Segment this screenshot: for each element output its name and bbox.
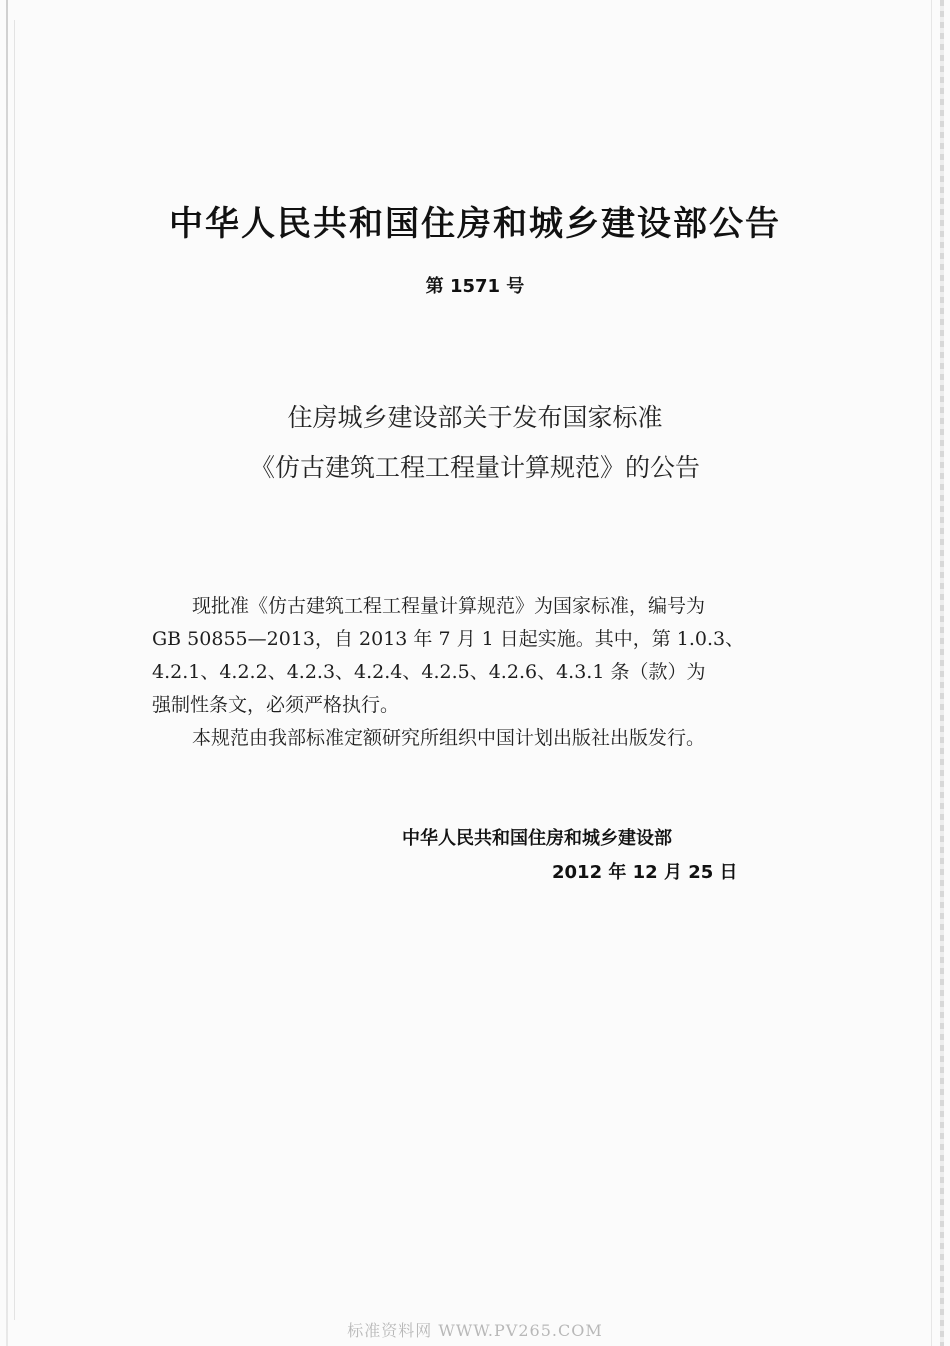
notice-number: 第 1571 号 xyxy=(425,276,525,297)
page-title: 中华人民共和国住房和城乡建设部公告 xyxy=(169,204,781,244)
issue-date: 2012 年 12 月 25 日 xyxy=(552,862,738,883)
issuer-signature: 中华人民共和国住房和城乡建设部 xyxy=(402,828,672,849)
watermark: 标准资料网 WWW.PV265.COM xyxy=(347,1321,603,1340)
subtitle-line-2: 《仿古建筑工程工程量计算规范》的公告 xyxy=(249,453,700,482)
subtitle-line-1: 住房城乡建设部关于发布国家标准 xyxy=(287,403,663,432)
body-line: 本规范由我部标准定额研究所组织中国计划出版社出版发行。 xyxy=(192,727,706,749)
body-paragraph-1 xyxy=(152,590,792,722)
body-line: GB 50855—2013，自 2013 年 7 月 1 日起实施。其中，第 1.0.3、 xyxy=(152,628,745,650)
body-line: 4.2.1、4.2.2、4.2.3、4.2.4、4.2.5、4.2.6、4.3.1 条（款）为 xyxy=(152,661,706,683)
body-line: 强制性条文，必须严格执行。 xyxy=(152,694,400,716)
body-paragraph-2 xyxy=(152,722,792,755)
body-line: 现批准《仿古建筑工程工程量计算规范》为国家标准，编号为 xyxy=(192,595,706,617)
